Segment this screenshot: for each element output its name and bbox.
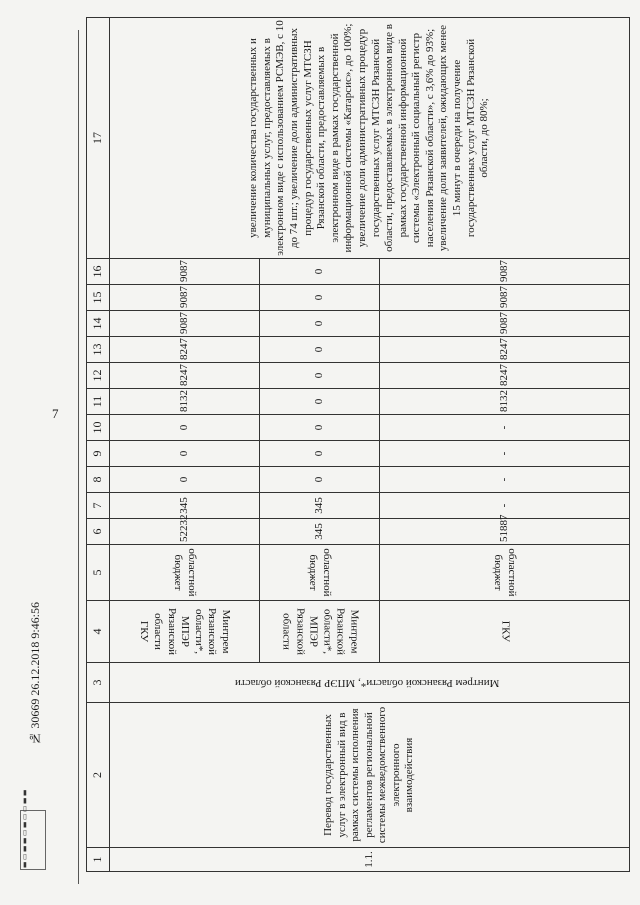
value-cell: 9087 <box>380 285 630 311</box>
h14: 14 <box>87 311 110 337</box>
executor-cell: Минтрем Рязанской области*, МПЭР Рязанской области ГКУ <box>110 601 260 663</box>
document-number: № 30669 26.12.2018 9:46:56 <box>28 602 42 746</box>
h2: 2 <box>87 703 110 848</box>
h5: 5 <box>87 545 110 601</box>
value-cell: 0 <box>260 337 380 363</box>
row-id: 1.1. <box>110 848 630 872</box>
source-cell: областной бюджет <box>380 545 630 601</box>
h4: 4 <box>87 601 110 663</box>
source-cell: областной бюджет <box>260 545 380 601</box>
indicators-cell: увеличение количества государственных и муниципальных услуг, предоставляемых в электронном виде с использованием РСМЭВ, с 10 до 74 шт.; увеличение доли административных процедур государственных услуг МТСЗН Рязанской области, предоставляемых в электронном виде в рамках государственной информационной системы «Катарсис», до 100%; увеличение доли административных процедур государственных услуг МТСЗН Рязанской области, предоставляемых в электронном виде в рамках государственной информационной системы «Электронный социальный регистр населения Рязанской области», с 3,6% до 93%; увеличение доли заявителей, ожидающих менее 15 минут в очереди на получение государственных услуг МТСЗН Рязанской области, до 80%; <box>110 18 630 259</box>
value-cell: 9087 <box>110 259 260 285</box>
table-row <box>110 18 260 872</box>
value-cell: 0 <box>110 441 260 467</box>
h6: 6 <box>87 519 110 545</box>
value-cell: 8247 <box>380 337 630 363</box>
h11: 11 <box>87 389 110 415</box>
rotated-table <box>86 0 640 872</box>
value-cell: 52232 <box>110 519 260 545</box>
value-cell: 51887 <box>380 519 630 545</box>
value-cell: 0 <box>260 467 380 493</box>
value-cell: 0 <box>260 285 380 311</box>
value-cell: 9087 <box>110 285 260 311</box>
executor-cell: ГКУ <box>380 601 630 663</box>
h10: 10 <box>87 415 110 441</box>
h15: 15 <box>87 285 110 311</box>
value-cell: 0 <box>260 363 380 389</box>
h16: 16 <box>87 259 110 285</box>
value-cell: 0 <box>260 441 380 467</box>
h3: 3 <box>87 663 110 703</box>
value-cell: 8247 <box>110 337 260 363</box>
h13: 13 <box>87 337 110 363</box>
source-cell: областной бюджет <box>110 545 260 601</box>
participants-cell: Минтрем Рязанской области*, МПЭР Рязанской области <box>110 663 630 703</box>
h7: 7 <box>87 493 110 519</box>
value-cell: - <box>380 441 630 467</box>
value-cell: 9087 <box>110 311 260 337</box>
value-cell: 345 <box>260 493 380 519</box>
h9: 9 <box>87 441 110 467</box>
value-cell: - <box>380 467 630 493</box>
h12: 12 <box>87 363 110 389</box>
value-cell: 8132 <box>380 389 630 415</box>
value-cell: 0 <box>260 415 380 441</box>
value-cell: 345 <box>260 519 380 545</box>
h17: 17 <box>87 18 110 259</box>
value-cell: 0 <box>110 467 260 493</box>
value-cell: 8247 <box>380 363 630 389</box>
barcode-stamp: ▮▯▮▮▯▮▯▯▮▮ <box>20 810 46 870</box>
value-cell: 8247 <box>110 363 260 389</box>
value-cell: - <box>380 493 630 519</box>
page-number: 7 <box>52 406 59 421</box>
value-cell: 9087 <box>380 311 630 337</box>
value-cell: 0 <box>260 311 380 337</box>
value-cell: - <box>380 415 630 441</box>
value-cell: 8132 <box>110 389 260 415</box>
h1: 1 <box>87 848 110 872</box>
task-cell: Перевод государственных услуг в электронный вид в рамках системы исполнения регламентов региональной системы межведомственного электронного взаимодействия <box>110 703 630 848</box>
header-row <box>87 18 110 872</box>
value-cell: 345 <box>110 493 260 519</box>
value-cell: 0 <box>110 415 260 441</box>
value-cell: 9087 <box>380 259 630 285</box>
program-table <box>86 17 630 872</box>
executor-cell: Минтрем Рязанской области*, МПЭР Рязанской области <box>260 601 380 663</box>
value-cell: 0 <box>260 389 380 415</box>
h8: 8 <box>87 467 110 493</box>
value-cell: 0 <box>260 259 380 285</box>
